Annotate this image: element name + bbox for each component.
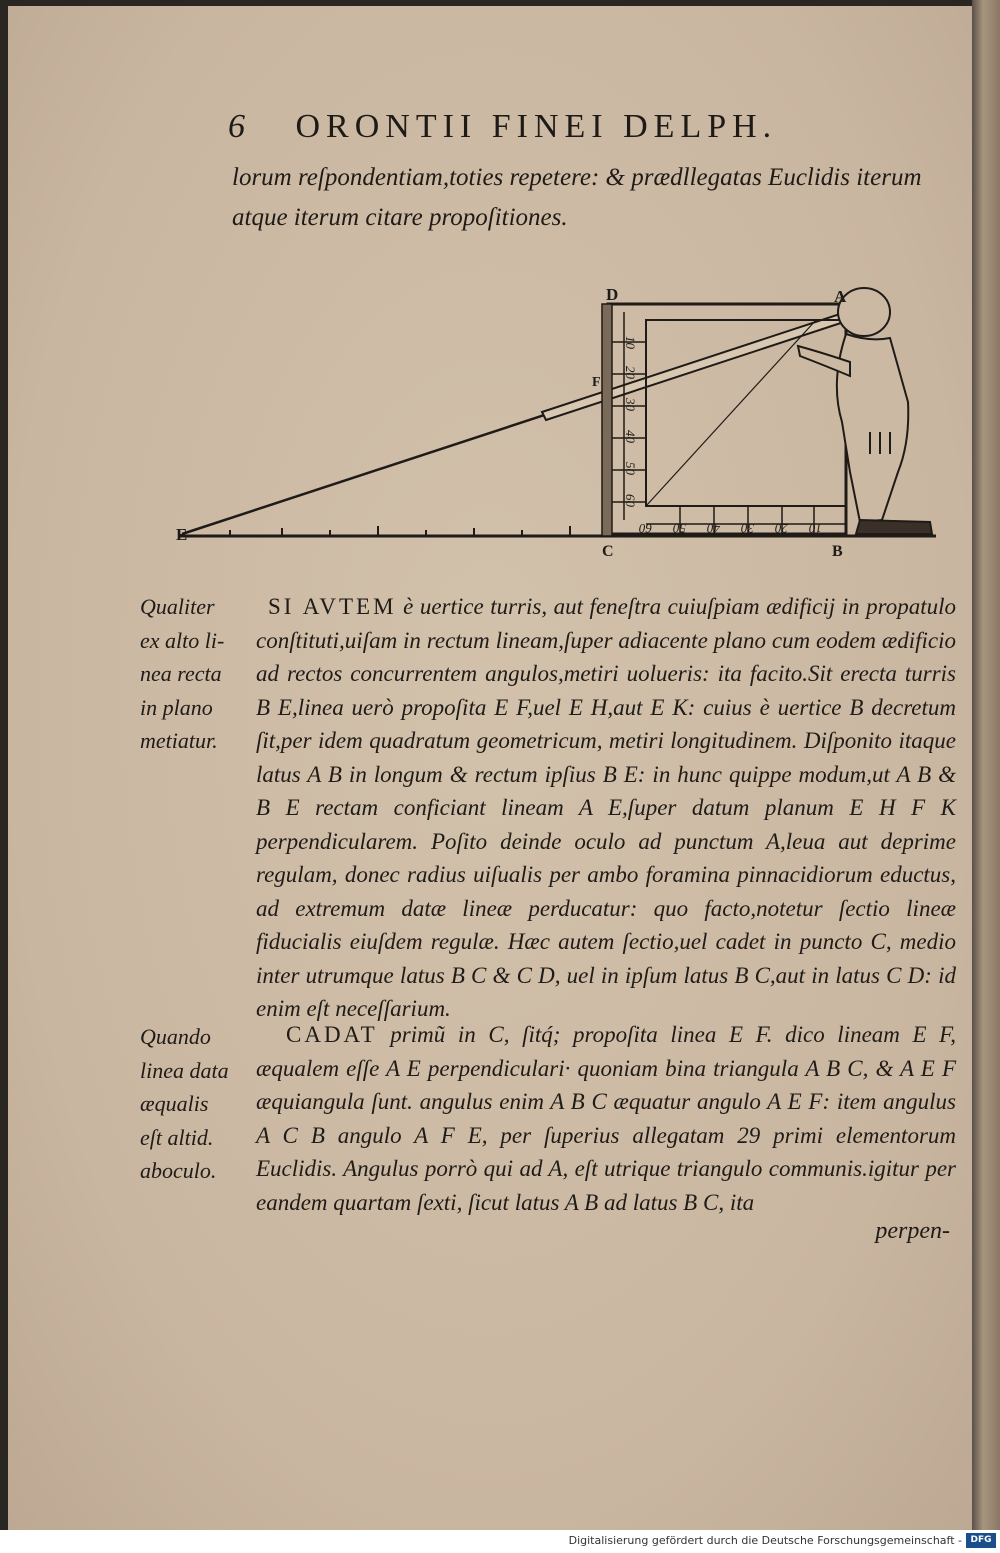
page-edge [972, 0, 1000, 1530]
hscale-label: 50 [673, 521, 686, 536]
dfg-logo[interactable]: DFG [966, 1533, 996, 1548]
label-B: B [832, 543, 843, 560]
left-post [602, 304, 612, 536]
footer-credit: Digitalisierung gefördert durch die Deutsche Forschungsgemeinschaft - [568, 1534, 962, 1547]
margin-note-line: ex alto li- [140, 627, 225, 653]
geometric-quadrant-woodcut [170, 272, 950, 564]
margin-note-line: eſt altid. [140, 1124, 214, 1150]
paragraph-2 [256, 1018, 956, 1219]
label-F: F [592, 375, 601, 390]
intro-line-2: atque iterum citare propoſitiones. [232, 204, 568, 231]
vscale-label: 10 [623, 336, 638, 349]
hscale-label: 30 [741, 521, 754, 536]
hscale-label: 20 [775, 521, 788, 536]
running-header [228, 108, 948, 154]
margin-note-line: Qualiter [140, 594, 215, 619]
running-title: ORONTII FINEI DELPH. [295, 108, 778, 145]
margin-note-2 [140, 1020, 252, 1188]
vscale-label: 50 [623, 462, 638, 475]
label-D: D [606, 285, 619, 304]
vscale-label: 20 [623, 366, 638, 379]
quadrant-frame [608, 304, 846, 534]
paragraph-2-text: primũ in C, ſitq́; propoſita linea E F. dico lineam E F, æqualem eſſe A E perpendiculari· quoniam bina triangula A B C, & A E F æquiangula ſunt. angulus enim A B C æquatur angulo A E F: item angulus A C B angulo A F E, per ſuperius allegatam 29 primi elementorum Euclidis. Angulus porrò qui ad A, eſt utrique triangulo communis.igitur per eandem quartam ſexti, ſicut latus A B ad latus B C, ita [256, 1022, 957, 1215]
vscale-label: 60 [623, 494, 638, 507]
margin-note-line: metiatur. [140, 728, 218, 753]
paragraph-1 [256, 590, 956, 1026]
margin-note-line: Quando [140, 1024, 211, 1049]
label-C: C [602, 543, 614, 560]
label-A: A [834, 287, 847, 306]
margin-note-line: æqualis [140, 1091, 209, 1116]
vscale-label: 40 [623, 430, 638, 443]
paragraph-2-lead: CADAT [286, 1022, 378, 1047]
vscale-label: 30 [623, 398, 638, 411]
intro-line-1: lorum reſpondentiam,toties repetere: & prædllegatas Euclidis iterum [232, 164, 922, 191]
intro-text [232, 158, 952, 238]
hscale-label: 10 [809, 521, 822, 536]
alidade-rule [542, 312, 850, 420]
hscale-label: 40 [707, 521, 720, 536]
paragraph-1-lead: SI AVTEM [268, 594, 397, 619]
catchword: perpen- [875, 1218, 950, 1244]
page-number: 6 [228, 108, 251, 145]
margin-note-line: linea data [140, 1057, 229, 1083]
margin-note-1 [140, 590, 252, 758]
margin-note-line: nea recta [140, 661, 222, 686]
label-E: E [176, 525, 188, 544]
vertical-scale-labels [623, 336, 638, 508]
hscale-label: 60 [639, 521, 652, 536]
margin-note-line: aboculo. [140, 1158, 217, 1183]
margin-note-line: in plano [140, 694, 213, 720]
diagonal [646, 320, 816, 506]
paragraph-1-text: è uertice turris, aut feneſtra cuiuſpiam ædificij in propatulo conſtituti,uiſam in rectum lineam,ſuper adiacente plano cum eodem ædificio ad rectos concurrentem angulos,metiri uolueris: ita facito.Sit erecta turris B E,linea uerò propoſita E F,uel E H,aut E K: cuius è uertice B decretum ſit,per idem quadratum geometricum, metiri longitudinem. Diſponito itaque latus A B in longum & rectum ipſius B E: in hunc quippe modum,ut A B & B E rectam conficiant lineam A E,ſuper datum planum E H F K perpendicularem. Poſito deinde oculo ad punctum A,leua aut deprime regulam, donec radius uiſualis per ambo foramina pinnacidiorum eductus, ad extremum datæ lineæ perducatur: quo facto,notetur ſectio lineæ fiducialis eiuſdem regulæ. Hæc autem ſectio,uel cadet in puncto C, medio inter utrumque latus B C & C D, uel in ipſum latus B C,aut in latus C D: id enim eſt neceſſarium. [256, 594, 956, 1021]
